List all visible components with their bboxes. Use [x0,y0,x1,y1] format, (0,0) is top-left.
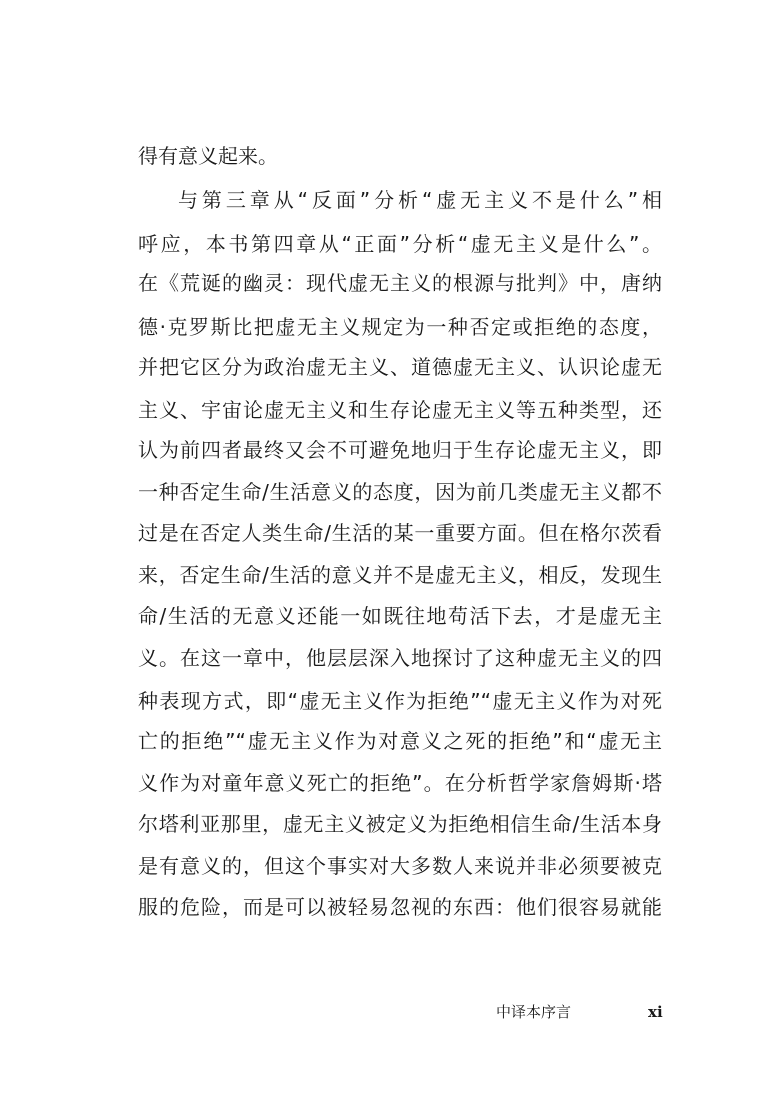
running-footer-title: 中译本序言 [496,1003,572,1021]
paragraph-line: 亡的拒绝”“虚无主义作为对意义之死的拒绝”和“虚无主 [138,729,662,753]
paragraph-line: 德·克罗斯比把虚无主义规定为一种否定或拒绝的态度， [138,315,662,339]
paragraph-line: 义。在这一章中，他层层深入地探讨了这种虚无主义的四 [138,646,662,670]
paragraph-line: 并把它区分为政治虚无主义、道德虚无主义、认识论虚无 [138,355,662,379]
paragraph-line: 义作为对童年意义死亡的拒绝”。在分析哲学家詹姆斯·塔 [138,771,662,795]
paragraph-line: 认为前四者最终又会不可避免地归于生存论虚无主义，即 [138,438,662,462]
paragraph-line: 一种否定生命/生活意义的态度，因为前几类虚无主义都不 [138,480,662,504]
paragraph-line: 命/生活的无意义还能一如既往地苟活下去，才是虚无主 [138,604,662,628]
page-number: xi [648,1003,663,1021]
paragraph-line: 得有意义起来。 [138,144,278,168]
paragraph-line: 与第三章从“反面”分析“虚无主义不是什么”相 [178,188,662,212]
paragraph-line: 主义、宇宙论虚无主义和生存论虚无主义等五种类型，还 [138,398,662,422]
paragraph-line: 尔塔利亚那里，虚无主义被定义为拒绝相信生命/生活本身 [138,812,662,836]
paragraph-line: 种表现方式，即“虚无主义作为拒绝”“虚无主义作为对死 [138,689,662,713]
paragraph-line: 是有意义的，但这个事实对大多数人来说并非必须要被克 [138,854,662,878]
paragraph-line: 呼应，本书第四章从“正面”分析“虚无主义是什么”。 [138,232,662,256]
paragraph-line: 来，否定生命/生活的意义并不是虚无主义，相反，发现生 [138,563,662,587]
paragraph-line: 服的危险，而是可以被轻易忽视的东西：他们很容易就能 [138,895,662,919]
paragraph-line: 在《荒诞的幽灵：现代虚无主义的根源与批判》中，唐纳 [138,271,662,295]
paragraph-line: 过是在否定人类生命/生活的某一重要方面。但在格尔茨看 [138,521,662,545]
